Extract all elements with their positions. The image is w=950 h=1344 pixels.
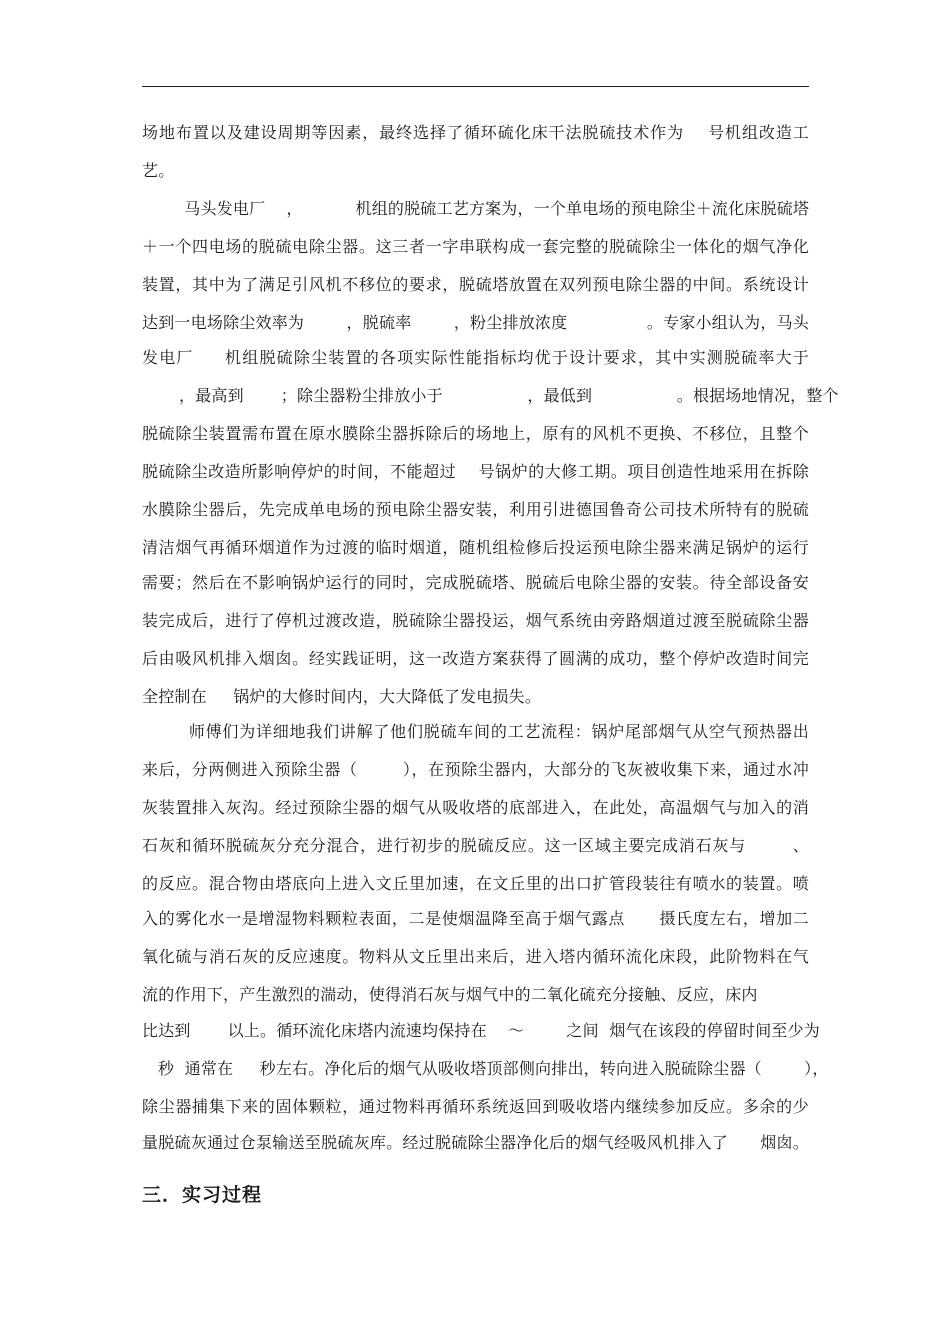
- body-text-line: 来后，分两侧进入预除尘器（ ），在预除尘器内，大部分的飞灰被收集下来，通过水冲: [142, 760, 809, 779]
- body-text-line: 脱硫除尘装置需布置在原水膜除尘器拆除后的场地上，原有的风机不更换、不移位，且整个: [142, 424, 809, 443]
- body-text-line: 比达到 以上。循环流化床塔内流速均保持在 ～ 之间 烟气在该段的停留时间至少为: [142, 1021, 821, 1040]
- body-text-line: 氧化硫与消石灰的反应速度。物料从文丘里出来后，进入塔内循环流化床段，此阶物料在气: [142, 947, 809, 966]
- body-text-line: 灰装置排入灰沟。经过预除尘器的烟气从吸收塔的底部进入，在此处，高温烟气与加入的消: [142, 798, 809, 817]
- body-text-line: 除尘器捕集下来的固体颗粒，通过物料再循环系统返回到吸收塔内继续参加反应。多余的少: [142, 1097, 809, 1116]
- body-text-line: 脱硫除尘改造所影响停炉的时间，不能超过 号锅炉的大修工期。项目创造性地采用在拆除: [142, 462, 809, 481]
- body-text-line: 马头发电厂 ， 机组的脱硫工艺方案为，一个单电场的预电除尘＋流化床脱硫塔: [142, 199, 810, 218]
- body-text-line: 艺。: [142, 161, 175, 180]
- body-text-line: 全控制在 锅炉的大修时间内，大大降低了发电损失。: [142, 687, 542, 706]
- body-text-line: 量脱硫灰通过仓泵输送至脱硫灰库。经过脱硫除尘器净化后的烟气经吸风机排入了 烟囱。: [142, 1133, 809, 1152]
- body-text-line: 达到一电场除尘效率为 ，脱硫率 ，粉尘排放浓度 。专家小组认为，马头: [142, 313, 809, 332]
- header-rule: [142, 86, 809, 87]
- body-text-line: 的反应。混合物由塔底向上进入文丘里加速，在文丘里的出口扩管段装往有喷水的装置。喷: [142, 874, 809, 893]
- body-text-line: 需要；然后在不影响锅炉运行的同时，完成脱硫塔、脱硫后电除尘器的安装。待全部设备安: [142, 573, 809, 592]
- body-text-line: 师傅们为详细地我们讲解了他们脱硫车间的工艺流程：锅炉尾部烟气从空气预热器出: [142, 722, 809, 741]
- body-text-line: 场地布置以及建设周期等因素，最终选择了循环硫化床干法脱硫技术作为 号机组改造工: [142, 123, 809, 142]
- body-text-line: 后由吸风机排入烟囱。经实践证明，这一改造方案获得了圆满的成功，整个停炉改造时间完: [142, 649, 809, 668]
- body-text-line: 装完成后，进行了停机过渡改造，脱硫除尘器投运，烟气系统由旁路烟道过渡至脱硫除尘器: [142, 611, 809, 630]
- section-heading: 三．实习过程: [142, 1184, 263, 1206]
- body-text-line: 入的雾化水一是增湿物料颗粒表面，二是使烟温降至高于烟气露点 摄氏度左右，增加二: [142, 909, 809, 928]
- body-text-line: 装置，其中为了满足引风机不移位的要求，脱硫塔放置在双列预电除尘器的中间。系统设计: [142, 275, 809, 294]
- body-text-line: 石灰和循环脱硫灰分充分混合，进行初步的脱硫反应。这一区域主要完成消石灰与 、: [142, 836, 809, 855]
- body-text-line: ，最高到 ；除尘器粉尘排放小于 ，最低到 。根据场地情况，整个: [142, 386, 839, 405]
- body-text-line: 水膜除尘器后，先完成单电场的预电除尘器安装，利用引进德国鲁奇公司技术所特有的脱硫: [142, 500, 809, 519]
- body-text-line: 发电厂 机组脱硫除尘装置的各项实际性能指标均优于设计要求，其中实测脱硫率大于: [142, 348, 809, 367]
- body-text-line: ＋一个四电场的脱硫电除尘器。这三者一字串联构成一套完整的脱硫除尘一体化的烟气净化: [142, 237, 809, 256]
- body-text-line: 秒 通常在 秒左右。净化后的烟气从吸收塔顶部侧向排出，转向进入脱硫除尘器（ ），: [142, 1059, 829, 1078]
- body-text-line: 流的作用下，产生激烈的湍动，使得消石灰与烟气中的二氧化硫充分接触、反应，床内: [142, 985, 758, 1004]
- body-text-line: 清洁烟气再循环烟道作为过渡的临时烟道，随机组检修后投运预电除尘器来满足锅炉的运行: [142, 538, 809, 557]
